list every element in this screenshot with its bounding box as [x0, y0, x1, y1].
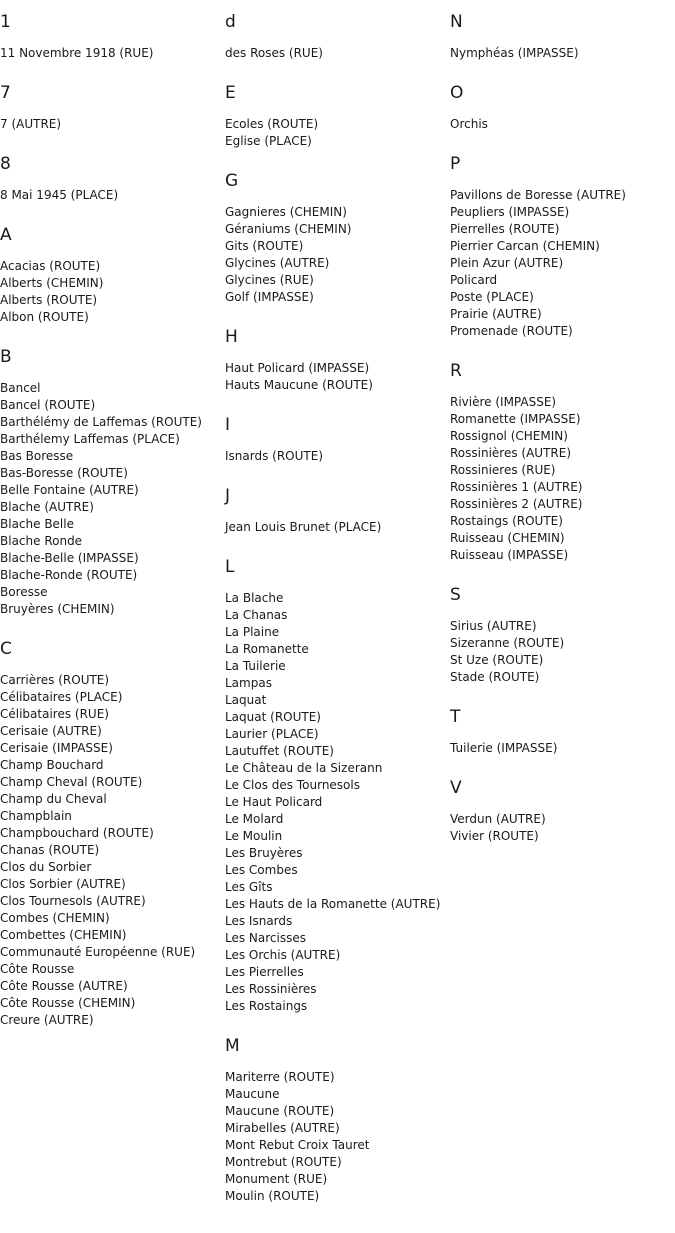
street-name: Laquat — [225, 693, 267, 707]
street-list — [450, 116, 675, 133]
street-name: Bas-Boresse (ROUTE) — [0, 466, 128, 480]
letter-group — [225, 327, 450, 394]
letter-heading: G — [225, 171, 239, 191]
street-name: Glycines (AUTRE) — [225, 256, 330, 270]
street-name: Champ Bouchard — [0, 758, 104, 772]
letter-group — [450, 154, 675, 340]
street-list — [225, 448, 450, 465]
letter-group — [450, 707, 675, 757]
letter-group — [450, 361, 675, 564]
street-name: Côte Rousse — [0, 962, 75, 976]
street-name: Blache (AUTRE) — [0, 500, 94, 514]
street-list — [225, 1069, 450, 1205]
letter-group — [225, 12, 450, 62]
street-name: Maucune (ROUTE) — [225, 1104, 335, 1118]
street-name: Les Isnards — [225, 914, 293, 928]
street-name: Hauts Maucune (ROUTE) — [225, 378, 373, 392]
street-name: Albon (ROUTE) — [0, 310, 89, 324]
street-name: Blache-Ronde (ROUTE) — [0, 568, 138, 582]
street-name: Sirius (AUTRE) — [450, 619, 537, 633]
street-name: Combettes (CHEMIN) — [0, 928, 127, 942]
street-name: Orchis — [450, 117, 488, 131]
street-name: Clos Sorbier (AUTRE) — [0, 877, 126, 891]
letter-heading: V — [450, 778, 462, 798]
street-name: La Blache — [225, 591, 284, 605]
street-list — [225, 590, 450, 1015]
letter-group — [450, 778, 675, 845]
letter-heading: J — [225, 486, 231, 506]
letter-group — [225, 171, 450, 306]
letter-group — [0, 154, 225, 204]
street-name: Célibataires (RUE) — [0, 707, 109, 721]
street-name: Sizeranne (ROUTE) — [450, 636, 565, 650]
street-name: Maucune — [225, 1087, 280, 1101]
letter-group — [225, 486, 450, 536]
street-name: Verdun (AUTRE) — [450, 812, 546, 826]
letter-heading: I — [225, 415, 231, 435]
street-name: Le Moulin — [225, 829, 283, 843]
street-name: Glycines (RUE) — [225, 273, 314, 287]
street-name: des Roses (RUE) — [225, 46, 323, 60]
street-name: Jean Louis Brunet (PLACE) — [225, 520, 382, 534]
street-name: Carrières (ROUTE) — [0, 673, 110, 687]
street-name: Mont Rebut Croix Tauret — [225, 1138, 370, 1152]
letter-group — [0, 83, 225, 133]
street-name: Romanette (IMPASSE) — [450, 412, 581, 426]
street-name: Policard — [450, 273, 498, 287]
street-list — [450, 811, 675, 845]
street-name: Champ Cheval (ROUTE) — [0, 775, 143, 789]
street-name: Nymphéas (IMPASSE) — [450, 46, 579, 60]
street-name: Cerisaie (AUTRE) — [0, 724, 102, 738]
street-name: Bancel — [0, 381, 41, 395]
street-index-column-3 — [450, 0, 675, 845]
street-list — [225, 204, 450, 306]
street-list — [225, 519, 450, 536]
street-name: Clos Tournesols (AUTRE) — [0, 894, 146, 908]
street-name: Peupliers (IMPASSE) — [450, 205, 570, 219]
letter-group — [450, 585, 675, 686]
street-name: Pierrelles (ROUTE) — [450, 222, 560, 236]
street-name: Poste (PLACE) — [450, 290, 534, 304]
street-name: Bas Boresse — [0, 449, 74, 463]
letter-group — [0, 225, 225, 326]
street-list — [450, 618, 675, 686]
street-name: Cerisaie (IMPASSE) — [0, 741, 113, 755]
street-list — [450, 394, 675, 564]
street-name: Golf (IMPASSE) — [225, 290, 314, 304]
street-name: Rossinieres (RUE) — [450, 463, 556, 477]
letter-heading: M — [225, 1036, 240, 1056]
street-name: Stade (ROUTE) — [450, 670, 540, 684]
street-name: Les Rostaings — [225, 999, 308, 1013]
street-list — [0, 380, 225, 618]
letter-heading: S — [450, 585, 461, 605]
letter-heading: E — [225, 83, 236, 103]
street-list — [450, 45, 675, 62]
letter-group — [450, 12, 675, 62]
letter-heading: H — [225, 327, 238, 347]
street-name: Mirabelles (AUTRE) — [225, 1121, 340, 1135]
street-name: Combes (CHEMIN) — [0, 911, 110, 925]
street-name: Chanas (ROUTE) — [0, 843, 100, 857]
street-name: Les Rossinières — [225, 982, 317, 996]
street-name: Alberts (ROUTE) — [0, 293, 98, 307]
street-name: Clos du Sorbier — [0, 860, 92, 874]
street-name: Rostaings (ROUTE) — [450, 514, 563, 528]
street-name: Creure (AUTRE) — [0, 1013, 94, 1027]
street-index-column-2 — [225, 0, 450, 1205]
street-name: Barthélemy Laffemas (PLACE) — [0, 432, 180, 446]
letter-heading: N — [450, 12, 463, 32]
street-name: Le Molard — [225, 812, 284, 826]
street-name: Pierrier Carcan (CHEMIN) — [450, 239, 600, 253]
street-name: Boresse — [0, 585, 48, 599]
letter-heading: 8 — [0, 154, 11, 174]
letter-group — [450, 83, 675, 133]
street-list — [0, 116, 225, 133]
street-list — [450, 187, 675, 340]
street-name: Communauté Européenne (RUE) — [0, 945, 196, 959]
street-name: Monument (RUE) — [225, 1172, 328, 1186]
street-name: Les Hauts de la Romanette (AUTRE) — [225, 897, 441, 911]
street-name: Ruisseau (CHEMIN) — [450, 531, 565, 545]
letter-heading: C — [0, 639, 12, 659]
street-list — [0, 258, 225, 326]
letter-group — [225, 415, 450, 465]
letter-heading: A — [0, 225, 12, 245]
street-name: Côte Rousse (CHEMIN) — [0, 996, 136, 1010]
street-name: Rossignol (CHEMIN) — [450, 429, 568, 443]
street-name: Célibataires (PLACE) — [0, 690, 123, 704]
letter-group — [0, 639, 225, 1029]
street-list — [225, 116, 450, 150]
street-name: Lampas — [225, 676, 272, 690]
letter-heading: O — [450, 83, 464, 103]
street-name: Ruisseau (IMPASSE) — [450, 548, 569, 562]
street-name: Les Combes — [225, 863, 298, 877]
street-name: Prairie (AUTRE) — [450, 307, 542, 321]
street-name: 11 Novembre 1918 (RUE) — [0, 46, 154, 60]
street-name: Rivière (IMPASSE) — [450, 395, 557, 409]
street-name: Gagnieres (CHEMIN) — [225, 205, 347, 219]
street-name: Pavillons de Boresse (AUTRE) — [450, 188, 626, 202]
street-name: Rossinières 2 (AUTRE) — [450, 497, 583, 511]
letter-group — [225, 83, 450, 150]
letter-group — [0, 12, 225, 62]
street-name: Le Haut Policard — [225, 795, 323, 809]
street-name: Blache Ronde — [0, 534, 83, 548]
letter-heading: 1 — [0, 12, 11, 32]
letter-group — [225, 1036, 450, 1205]
street-index-column-1 — [0, 0, 225, 1029]
street-name: Blache-Belle (IMPASSE) — [0, 551, 139, 565]
street-list — [0, 45, 225, 62]
street-name: La Tuilerie — [225, 659, 286, 673]
street-list — [0, 672, 225, 1029]
letter-heading: L — [225, 557, 235, 577]
street-name: Champblain — [0, 809, 72, 823]
street-name: St Uze (ROUTE) — [450, 653, 544, 667]
street-name: La Plaine — [225, 625, 280, 639]
street-name: Belle Fontaine (AUTRE) — [0, 483, 139, 497]
street-name: Eglise (PLACE) — [225, 134, 312, 148]
street-name: Plein Azur (AUTRE) — [450, 256, 564, 270]
street-name: Les Gîts — [225, 880, 273, 894]
letter-group — [0, 347, 225, 618]
street-name: Tuilerie (IMPASSE) — [450, 741, 558, 755]
street-name: Haut Policard (IMPASSE) — [225, 361, 370, 375]
street-name: Blache Belle — [0, 517, 74, 531]
street-name: Acacias (ROUTE) — [0, 259, 101, 273]
street-name: Champbouchard (ROUTE) — [0, 826, 154, 840]
street-name: Les Bruyères — [225, 846, 303, 860]
street-name: Gits (ROUTE) — [225, 239, 304, 253]
letter-heading: T — [450, 707, 461, 727]
street-name: Les Narcisses — [225, 931, 306, 945]
street-name: Les Orchis (AUTRE) — [225, 948, 341, 962]
street-name: La Chanas — [225, 608, 288, 622]
street-name: Promenade (ROUTE) — [450, 324, 573, 338]
street-name: La Romanette — [225, 642, 309, 656]
street-name: Le Château de la Sizerann — [225, 761, 383, 775]
letter-group — [225, 557, 450, 1015]
letter-heading: 7 — [0, 83, 11, 103]
letter-heading: P — [450, 154, 461, 174]
street-list — [450, 740, 675, 757]
letter-heading: B — [0, 347, 12, 367]
street-name: 8 Mai 1945 (PLACE) — [0, 188, 119, 202]
street-name: Isnards (ROUTE) — [225, 449, 323, 463]
street-name: Géraniums (CHEMIN) — [225, 222, 352, 236]
street-name: Barthélémy de Laffemas (ROUTE) — [0, 415, 202, 429]
street-list — [225, 45, 450, 62]
letter-heading: d — [225, 12, 236, 32]
street-name: Côte Rousse (AUTRE) — [0, 979, 128, 993]
street-name: Les Pierrelles — [225, 965, 304, 979]
street-name: Le Clos des Tournesols — [225, 778, 360, 792]
street-name: Laquat (ROUTE) — [225, 710, 321, 724]
street-name: Rossinières (AUTRE) — [450, 446, 572, 460]
street-name: Vivier (ROUTE) — [450, 829, 539, 843]
street-name: Alberts (CHEMIN) — [0, 276, 104, 290]
street-name: Moulin (ROUTE) — [225, 1189, 320, 1203]
street-list — [0, 187, 225, 204]
street-name: Montrebut (ROUTE) — [225, 1155, 342, 1169]
street-name: Laurier (PLACE) — [225, 727, 319, 741]
letter-heading: R — [450, 361, 462, 381]
street-name: Bruyères (CHEMIN) — [0, 602, 115, 616]
street-list — [225, 360, 450, 394]
street-name: Ecoles (ROUTE) — [225, 117, 319, 131]
street-name: Champ du Cheval — [0, 792, 107, 806]
street-name: Lautuffet (ROUTE) — [225, 744, 334, 758]
street-name: Bancel (ROUTE) — [0, 398, 96, 412]
street-name: 7 (AUTRE) — [0, 117, 62, 131]
street-name: Rossinières 1 (AUTRE) — [450, 480, 583, 494]
street-name: Mariterre (ROUTE) — [225, 1070, 335, 1084]
